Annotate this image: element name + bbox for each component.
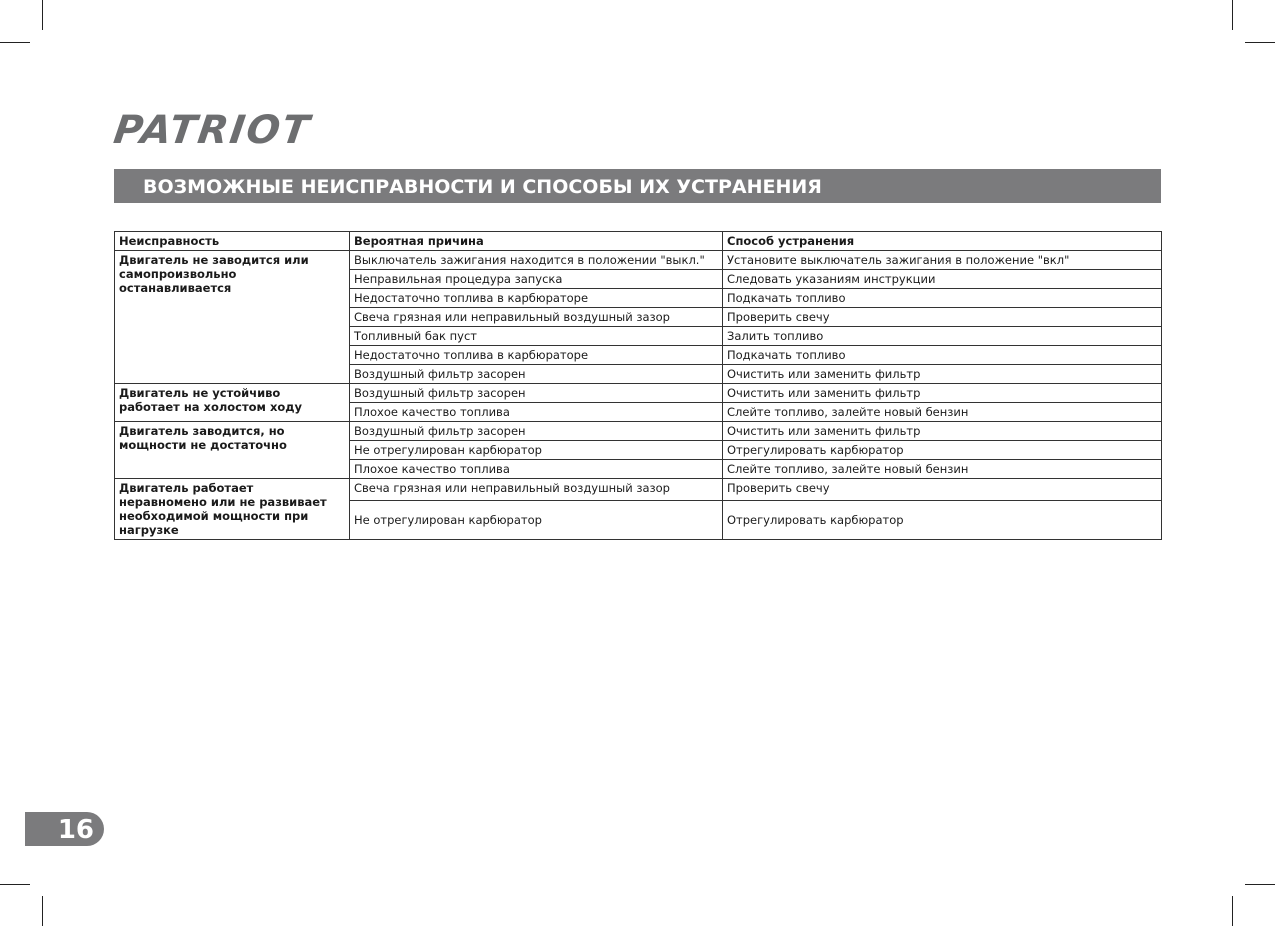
remedy-cell: Отрегулировать карбюратор <box>723 441 1162 460</box>
crop-mark <box>1245 884 1275 885</box>
crop-mark <box>0 42 30 43</box>
table-row <box>115 479 1162 501</box>
cause-cell: Плохое качество топлива <box>350 403 723 422</box>
remedy-cell: Залить топливо <box>723 327 1162 346</box>
cause-cell: Воздушный фильтр засорен <box>350 384 723 403</box>
cause-cell: Недостаточно топлива в карбюраторе <box>350 289 723 308</box>
remedy-cell: Слейте топливо, залейте новый бензин <box>723 403 1162 422</box>
cause-cell: Не отрегулирован карбюратор <box>350 441 723 460</box>
header-cause: Вероятная причина <box>350 232 723 251</box>
crop-mark <box>42 0 43 30</box>
cause-cell: Воздушный фильтр засорен <box>350 422 723 441</box>
crop-mark <box>0 884 30 885</box>
remedy-cell: Установите выключатель зажигания в положение "вкл" <box>723 251 1162 270</box>
crop-mark <box>1232 0 1233 30</box>
table-row <box>115 251 1162 270</box>
table-header-row <box>115 232 1162 251</box>
remedy-cell: Очистить или заменить фильтр <box>723 384 1162 403</box>
cause-cell: Свеча грязная или неправильный воздушный зазор <box>350 308 723 327</box>
remedy-cell: Следовать указаниям инструкции <box>723 270 1162 289</box>
crop-mark <box>42 896 43 926</box>
cause-cell: Недостаточно топлива в карбюраторе <box>350 346 723 365</box>
troubleshooting-table <box>114 231 1162 540</box>
page-number: 16 <box>57 815 94 845</box>
cause-cell: Не отрегулирован карбюратор <box>350 501 723 540</box>
fault-cell: Двигатель заводится, но мощности не достаточно <box>115 422 350 479</box>
remedy-cell: Слейте топливо, залейте новый бензин <box>723 460 1162 479</box>
remedy-cell: Подкачать топливо <box>723 289 1162 308</box>
table-row <box>115 384 1162 403</box>
cause-cell: Плохое качество топлива <box>350 460 723 479</box>
fault-cell: Двигатель работает неравномено или не развивает необходимой мощности при нагрузке <box>115 479 350 540</box>
crop-mark <box>1232 896 1233 926</box>
section-title: ВОЗМОЖНЫЕ НЕИСПРАВНОСТИ И СПОСОБЫ ИХ УСТРАНЕНИЯ <box>114 169 1161 203</box>
remedy-cell: Проверить свечу <box>723 479 1162 501</box>
cause-cell: Выключатель зажигания находится в положении "выкл." <box>350 251 723 270</box>
crop-mark <box>1245 42 1275 43</box>
page-number-tab <box>25 812 104 846</box>
remedy-cell: Очистить или заменить фильтр <box>723 422 1162 441</box>
remedy-cell: Очистить или заменить фильтр <box>723 365 1162 384</box>
cause-cell: Неправильная процедура запуска <box>350 270 723 289</box>
remedy-cell: Проверить свечу <box>723 308 1162 327</box>
header-remedy: Способ устранения <box>723 232 1162 251</box>
fault-cell: Двигатель не устойчиво работает на холостом ходу <box>115 384 350 422</box>
cause-cell: Воздушный фильтр засорен <box>350 365 723 384</box>
brand-logo: PATRIOT <box>110 108 314 153</box>
remedy-cell: Отрегулировать карбюратор <box>723 501 1162 540</box>
header-fault: Неисправность <box>115 232 350 251</box>
remedy-cell: Подкачать топливо <box>723 346 1162 365</box>
table-row <box>115 422 1162 441</box>
cause-cell: Свеча грязная или неправильный воздушный зазор <box>350 479 723 501</box>
fault-cell: Двигатель не заводится или самопроизвольно останавливается <box>115 251 350 384</box>
cause-cell: Топливный бак пуст <box>350 327 723 346</box>
